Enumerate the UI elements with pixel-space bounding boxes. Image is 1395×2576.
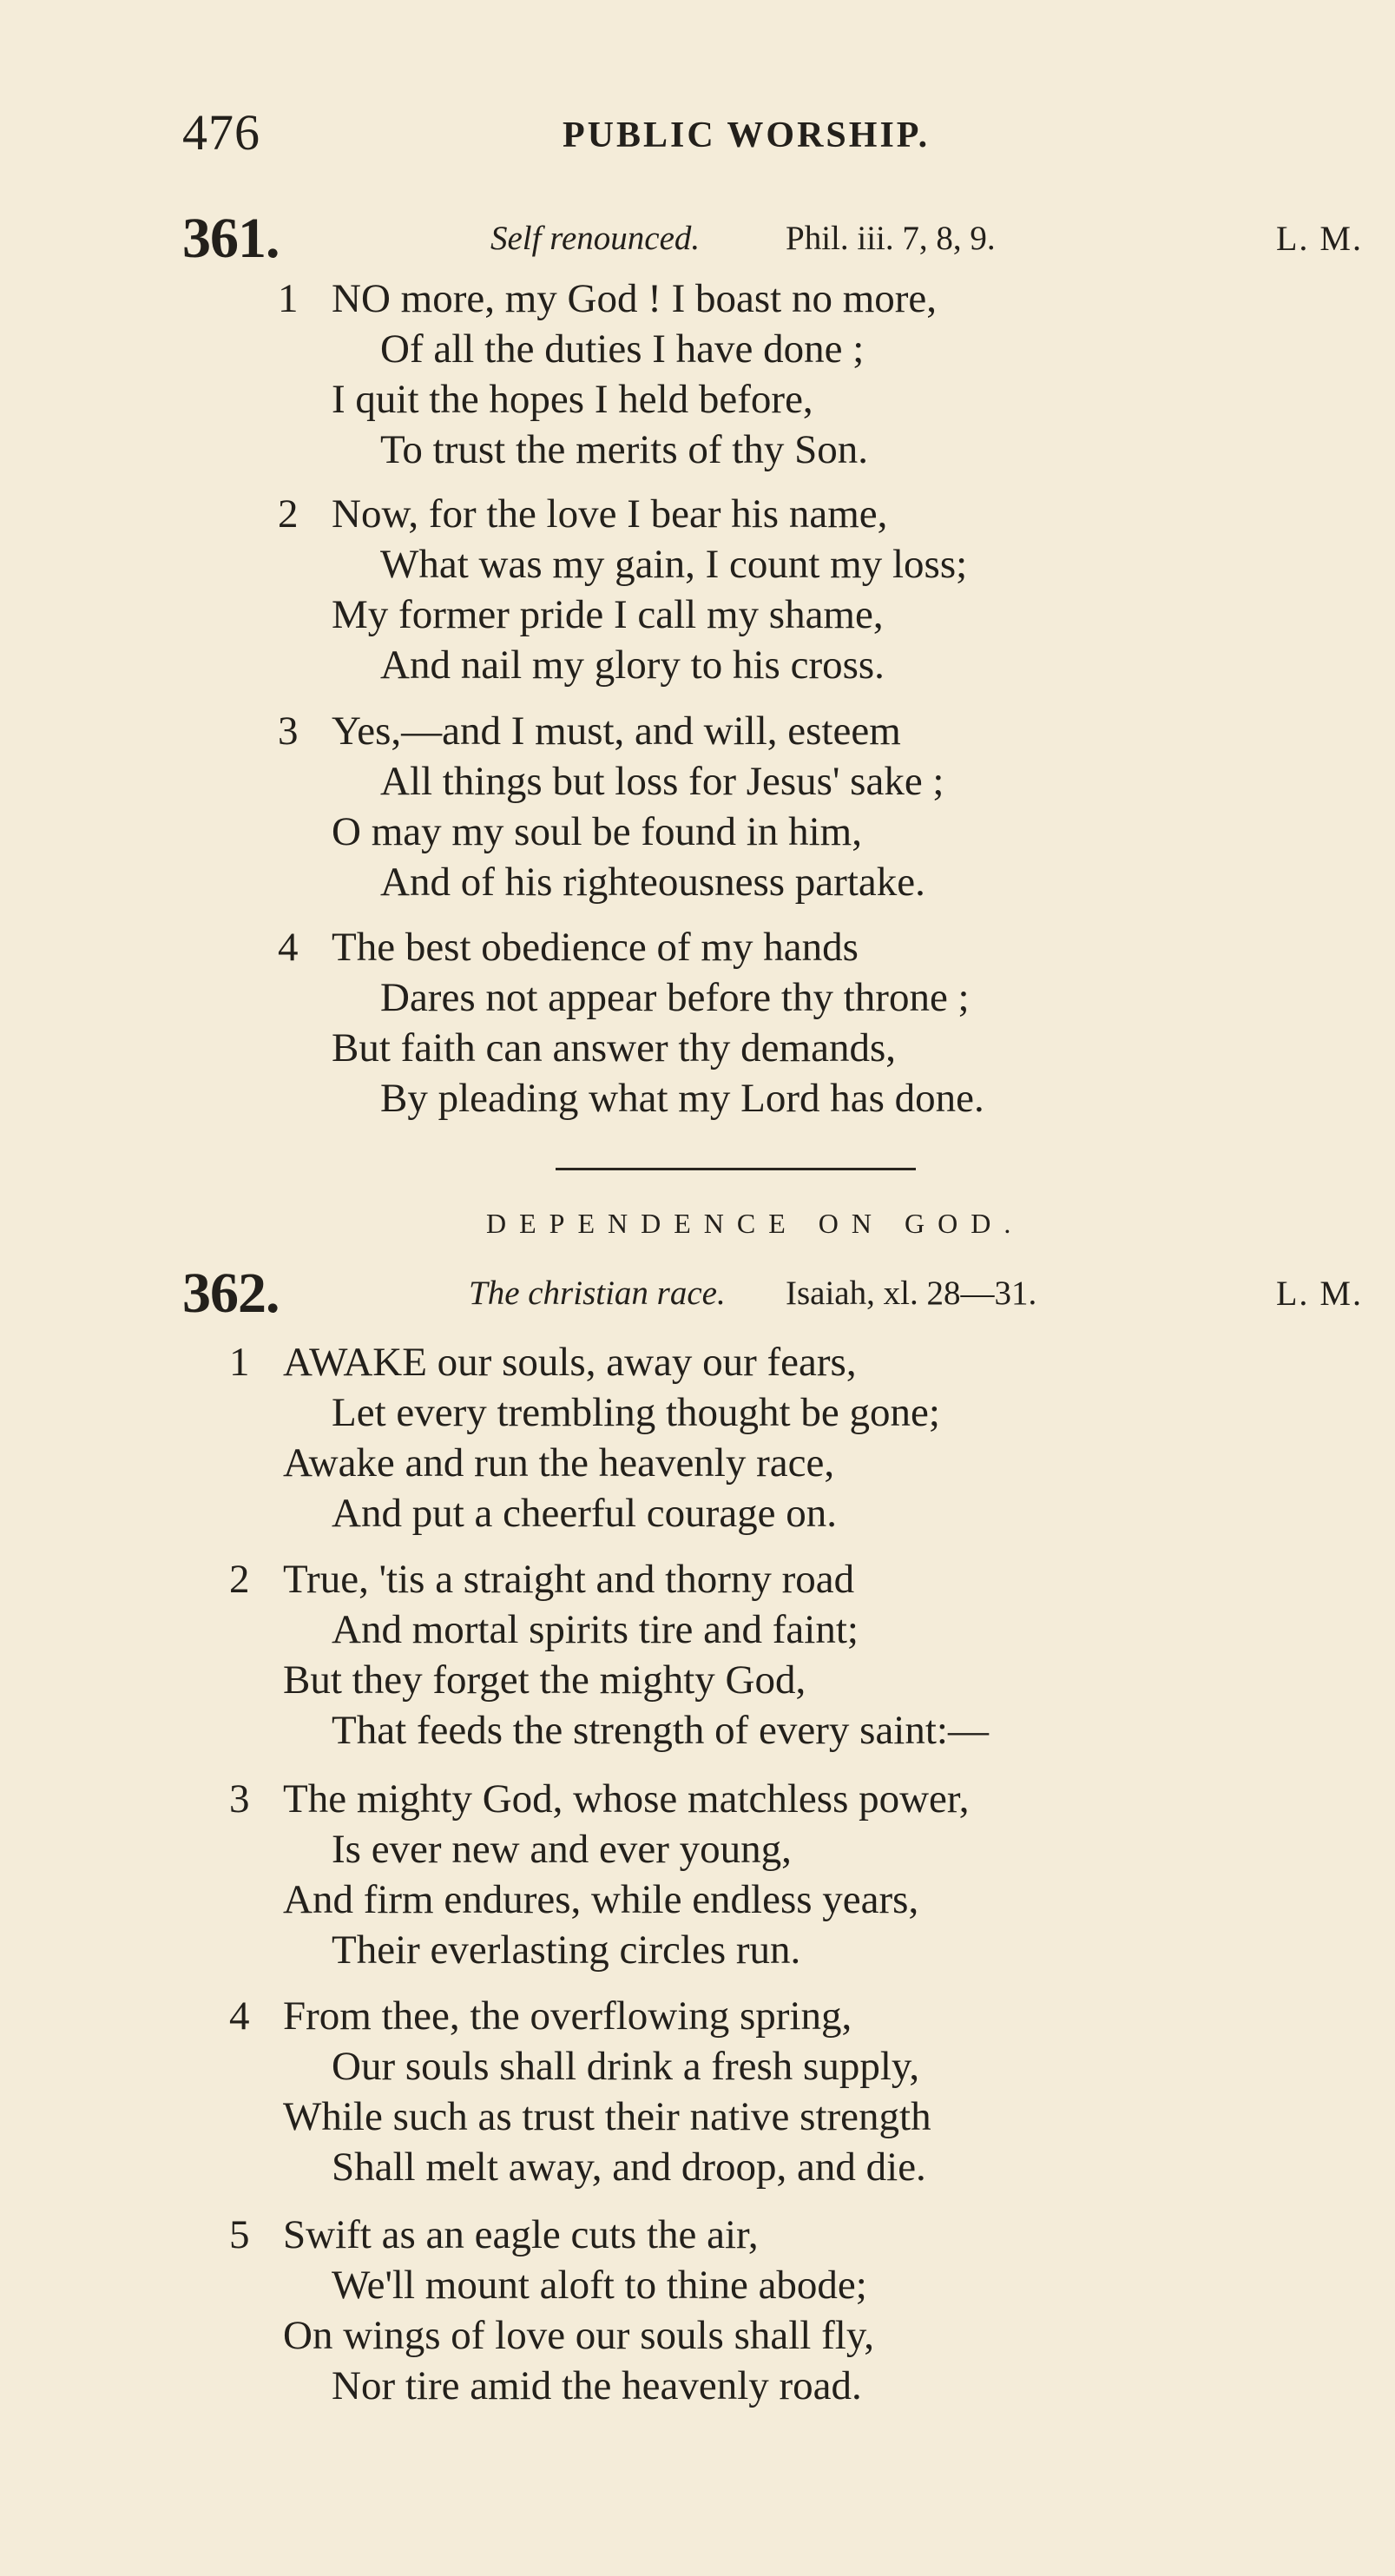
verse-number: 4 <box>229 1993 250 2039</box>
verse-number: 3 <box>229 1776 250 1822</box>
verse-number: 5 <box>229 2212 250 2257</box>
verse-line: 4 From thee, the overflowing spring, <box>229 1991 1314 2041</box>
verse-line: 3 The mighty God, whose matchless power, <box>229 1774 1314 1824</box>
verse-line: 4 The best obedience of my hands <box>278 922 1363 972</box>
verse-number: 2 <box>278 491 299 537</box>
verse-line: All things but loss for Jesus' sake ; <box>380 759 944 804</box>
verse <box>229 2210 1314 2411</box>
hymn-reference: Phil. iii. 7, 8, 9. <box>786 220 996 257</box>
verse-line: Nor tire amid the heavenly road. <box>332 2363 862 2408</box>
running-head <box>182 102 1276 163</box>
verse <box>278 922 1363 1123</box>
hymn-title: The christian race. <box>469 1275 726 1312</box>
verse <box>278 489 1363 690</box>
verse-line: Shall melt away, and droop, and die. <box>332 2144 926 2190</box>
verse-line: Let every trembling thought be gone; <box>332 1390 940 1435</box>
verse <box>229 1774 1314 1975</box>
verse-line: Awake and run the heavenly race, <box>283 1440 835 1486</box>
verse-number: 1 <box>278 276 299 321</box>
verse-line: Their everlasting circles run. <box>332 1927 801 1973</box>
verse-line: But faith can answer thy demands, <box>332 1025 896 1071</box>
verse <box>229 1554 1314 1756</box>
verse-line: Our souls shall drink a fresh supply, <box>332 2044 920 2089</box>
verse-line: 1 NO more, my God ! I boast no more, <box>278 273 1363 324</box>
hymn-number: 362. <box>182 1262 280 1325</box>
verse <box>278 706 1363 907</box>
verse <box>278 273 1363 475</box>
hymn-title: Self renounced. <box>490 220 701 257</box>
verse-line: On wings of love our souls shall fly, <box>283 2313 875 2358</box>
verse-line: 5 Swift as an eagle cuts the air, <box>229 2210 1314 2260</box>
hymn-header <box>182 1263 1372 1324</box>
verse-number: 3 <box>278 708 299 754</box>
verse-line: 2 Now, for the love I bear his name, <box>278 489 1363 539</box>
hymn-meter: L. M. <box>1276 1274 1363 1313</box>
running-title: PUBLIC WORSHIP. <box>563 115 931 155</box>
verse-line: Is ever new and ever young, <box>332 1827 792 1872</box>
verse-number: 4 <box>278 925 299 970</box>
verse-line: And mortal spirits tire and faint; <box>332 1607 859 1652</box>
verse-line: 2 True, 'tis a straight and thorny road <box>229 1554 1314 1604</box>
verse-line: We'll mount aloft to thine abode; <box>332 2263 867 2308</box>
verse-line: That feeds the strength of every saint:— <box>332 1708 989 1753</box>
verse-line: And put a cheerful courage on. <box>332 1491 838 1536</box>
section-divider <box>556 1168 916 1170</box>
hymn-number: 361. <box>182 207 280 270</box>
verse <box>229 1991 1314 2192</box>
verse-line: By pleading what my Lord has done. <box>380 1076 984 1121</box>
verse-line: And nail my glory to his cross. <box>380 642 885 688</box>
verse-line: And firm endures, while endless years, <box>283 1877 919 1922</box>
verse-line: What was my gain, I count my loss; <box>380 542 968 587</box>
hymn-header <box>182 208 1372 269</box>
verse-line: O may my soul be found in him, <box>332 809 862 854</box>
verse-line: And of his righteousness partake. <box>380 860 925 905</box>
verse-number: 1 <box>229 1340 250 1385</box>
verse-line: While such as trust their native strength <box>283 2094 931 2139</box>
verse-line: To trust the merits of thy Son. <box>380 427 868 472</box>
hymn-meter: L. M. <box>1276 219 1363 258</box>
verse-number: 2 <box>229 1557 250 1602</box>
verse-line: 3 Yes,—and I must, and will, esteem <box>278 706 1363 756</box>
verse-line: I quit the hopes I held before, <box>332 377 813 422</box>
page-number: 476 <box>182 104 260 161</box>
hymn-reference: Isaiah, xl. 28—31. <box>786 1275 1037 1312</box>
verse-line: 1 AWAKE our souls, away our fears, <box>229 1337 1314 1387</box>
verse-line: Of all the duties I have done ; <box>380 326 865 372</box>
verse-line: Dares not appear before thy throne ; <box>380 975 970 1020</box>
verse-line: My former pride I call my shame, <box>332 592 884 637</box>
verse <box>229 1337 1314 1538</box>
section-heading: DEPENDENCE ON GOD. <box>486 1208 1024 1239</box>
verse-line: But they forget the mighty God, <box>283 1657 806 1703</box>
